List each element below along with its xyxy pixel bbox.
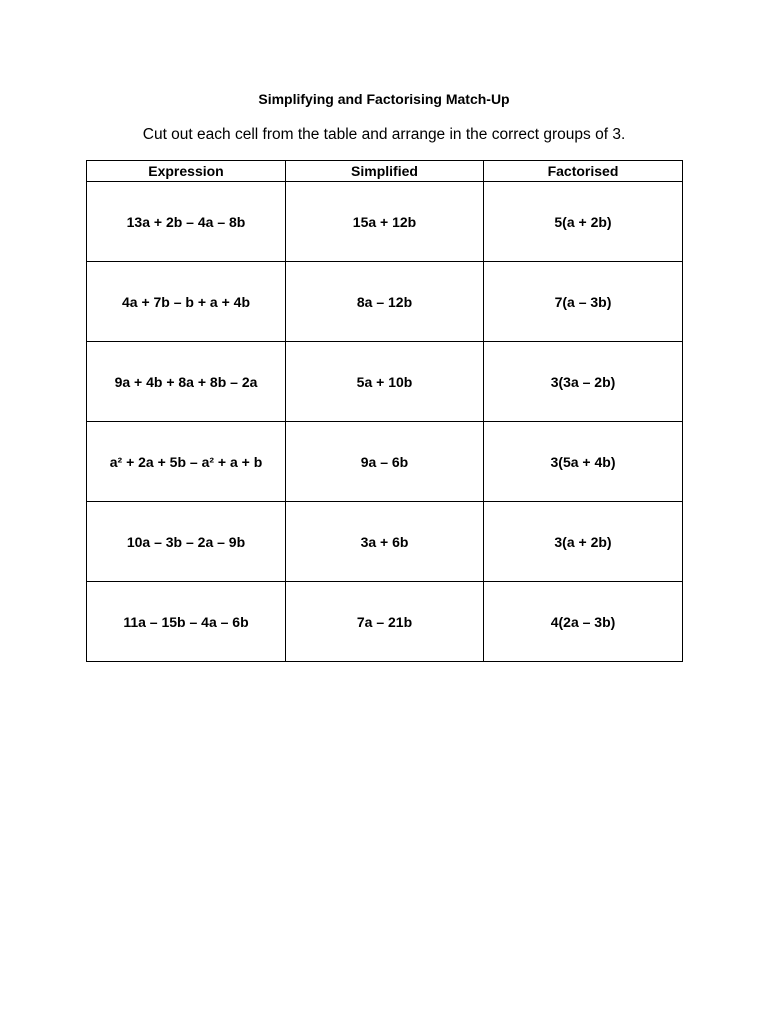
table-row [87,182,683,262]
column-header-factorised: Factorised [484,161,683,182]
column-header-expression: Expression [87,161,286,182]
expression-cell: 4a + 7b – b + a + 4b [87,262,286,342]
simplified-cell: 5a + 10b [286,342,484,422]
table-row [87,342,683,422]
match-up-table [86,160,683,662]
table-header-row [87,161,683,182]
factorised-cell: 7(a – 3b) [484,262,683,342]
expression-cell: 11a – 15b – 4a – 6b [87,582,286,662]
simplified-cell: 8a – 12b [286,262,484,342]
table-row [87,422,683,502]
expression-cell: 10a – 3b – 2a – 9b [87,502,286,582]
column-header-simplified: Simplified [286,161,484,182]
document-title: Simplifying and Factorising Match-Up [258,91,510,107]
expression-cell: 9a + 4b + 8a + 8b – 2a [87,342,286,422]
table-row [87,582,683,662]
factorised-cell: 3(a + 2b) [484,502,683,582]
table-row [87,502,683,582]
factorised-cell: 3(3a – 2b) [484,342,683,422]
table-row [87,262,683,342]
factorised-cell: 3(5a + 4b) [484,422,683,502]
factorised-cell: 5(a + 2b) [484,182,683,262]
simplified-cell: 9a – 6b [286,422,484,502]
expression-cell: a² + 2a + 5b – a² + a + b [87,422,286,502]
expression-cell: 13a + 2b – 4a – 8b [87,182,286,262]
factorised-cell: 4(2a – 3b) [484,582,683,662]
simplified-cell: 3a + 6b [286,502,484,582]
document-instruction: Cut out each cell from the table and arrange in the correct groups of 3. [142,126,626,143]
simplified-cell: 7a – 21b [286,582,484,662]
simplified-cell: 15a + 12b [286,182,484,262]
